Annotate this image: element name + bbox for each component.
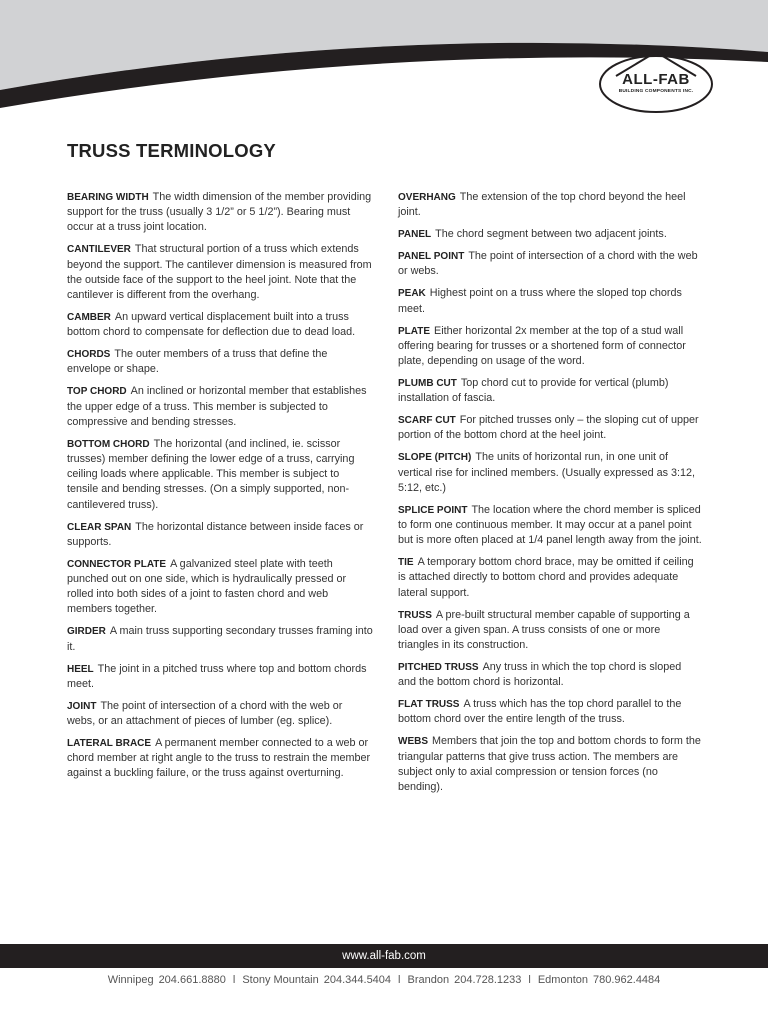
glossary-entry: [398, 249, 702, 279]
location-phone: 204.728.1233: [454, 974, 522, 986]
glossary-definition: The location where the chord member is spliced to form one continuous member. It may occur at a panel point but is more often placed at 1/4 panel length away from the joint.: [398, 503, 702, 547]
glossary-definition: For pitched trusses only – the sloping cut of upper portion of the bottom chord at the heel joint.: [398, 414, 699, 442]
glossary-term: SLOPE (PITCH): [398, 452, 472, 464]
glossary-term: SCARF CUT: [398, 415, 456, 427]
glossary-entry: [67, 624, 373, 654]
glossary-definition: The units of horizontal run, in one unit of vertical rise for inclined members. (Usually expressed as 3:12, 5:12, etc.): [398, 451, 696, 494]
all-fab-logo: [598, 46, 714, 114]
glossary-definition: Members that join the top and bottom chords to form the triangular patterns that give truss action. The members are subject only to axial compression or tension forces (no bending).: [398, 735, 701, 794]
glossary-definition: A pre-built structural member capable of supporting a load over a given span. A truss consists of one or more triangles in its construction.: [398, 608, 690, 652]
glossary-term: PITCHED TRUSS: [398, 662, 479, 674]
right-column: [398, 190, 702, 802]
glossary-definition: The width dimension of the member providing support for the truss (usually 3 1/2” or 5 1/2”). Bearing must occur at a truss joint location.: [67, 191, 372, 234]
location-phone: 780.962.4484: [593, 974, 661, 986]
glossary-term: CHORDS: [67, 349, 111, 361]
glossary-entry: [67, 384, 373, 430]
glossary-definition: Highest point on a truss where the sloped top chords meet.: [398, 287, 682, 315]
glossary-entry: [398, 190, 702, 220]
location-phone: 204.344.5404: [323, 974, 392, 986]
glossary-entry: [398, 503, 702, 549]
glossary-term: GIRDER: [67, 626, 106, 638]
glossary-term: BEARING WIDTH: [67, 192, 149, 203]
glossary-term: HEEL: [67, 663, 94, 675]
glossary-definition: The joint in a pitched truss where top and bottom chords meet.: [67, 662, 367, 690]
glossary-term: CAMBER: [67, 312, 111, 324]
glossary-definition: The outer members of a truss that define the envelope or shape.: [67, 348, 328, 376]
location-city: Winnipeg: [107, 974, 154, 986]
glossary-entry: [67, 347, 373, 377]
footer-locations: [0, 974, 768, 986]
location-city: Edmonton: [537, 974, 588, 986]
location-separator: l: [398, 974, 401, 986]
glossary-term: OVERHANG: [398, 192, 456, 203]
glossary-definition: Top chord cut to provide for vertical (plumb) installation of fascia.: [398, 377, 669, 405]
glossary-term: CANTILEVER: [67, 244, 131, 256]
glossary-term: TOP CHORD: [67, 386, 127, 398]
glossary-entry: [67, 437, 373, 513]
glossary-entry: [398, 734, 702, 795]
glossary-term: PLATE: [398, 325, 431, 337]
glossary-term: PEAK: [398, 288, 426, 300]
glossary-entry: [398, 555, 702, 601]
location-item: [242, 974, 391, 986]
glossary-definition: The extension of the top chord beyond the heel joint.: [398, 191, 686, 219]
glossary-term: WEBS: [398, 736, 428, 748]
header-band: [0, 0, 768, 120]
glossary-term: CLEAR SPAN: [67, 521, 132, 533]
glossary-definition: Either horizontal 2x member at the top of a stud wall offering bearing for trusses or a shortened form of connector plate, depending on usage of the word.: [398, 324, 686, 368]
glossary-entry: [67, 662, 373, 692]
glossary-definition: The horizontal (and inclined, ie. scissor trusses) member defining the lower edge of a truss, carrying ceiling loads where applicable. This member is subject to tensile and bending stresses. (On a simply supported, non-cantilevered truss).: [67, 437, 355, 511]
glossary-definition: That structural portion of a truss which extends beyond the support. The cantilever dimension is measured from the outside face of the support to the heel joint. Note that the cantilever is different from the overhang.: [67, 243, 372, 302]
glossary-term: FLAT TRUSS: [398, 699, 460, 711]
location-item: [108, 974, 226, 986]
glossary-entry: [67, 736, 373, 782]
glossary-definition: An upward vertical displacement built into a truss bottom chord to compensate for deflection due to dead load.: [67, 311, 356, 339]
glossary-definition: A permanent member connected to a web or chord member at right angle to the truss to restrain the member against a buckling failure, or the truss against overturning.: [67, 737, 371, 780]
glossary-entry: [398, 324, 702, 370]
glossary-definition: The point of intersection of a chord with the web or webs.: [398, 250, 698, 278]
glossary-entry: [398, 376, 702, 406]
glossary-entry: [67, 557, 373, 618]
glossary-definition: The point of intersection of a chord with the web or webs, or an attachment of pieces of lumber (eg. splice).: [67, 699, 343, 728]
glossary-term: PANEL: [398, 229, 432, 241]
glossary-definition: A truss which has the top chord parallel to the bottom chord over the entire length of the truss.: [398, 698, 682, 726]
glossary-term: JOINT: [67, 700, 97, 712]
glossary-entry: [398, 660, 702, 690]
location-city: Stony Mountain: [242, 974, 319, 986]
glossary-entry: [398, 413, 702, 443]
glossary-term: SPLICE POINT: [398, 504, 468, 516]
location-separator: l: [528, 974, 531, 986]
glossary-definition: A temporary bottom chord brace, may be omitted if ceiling is attached directly to bottom chord and provides adequate lateral support.: [398, 556, 694, 599]
website-link[interactable]: www.all-fab.com: [342, 950, 426, 962]
glossary-entry: [398, 227, 702, 242]
location-phone: 204.661.8880: [158, 974, 226, 986]
logo-wordmark: ALL-FAB: [622, 71, 690, 88]
location-city: Brandon: [407, 974, 450, 986]
glossary-entry: [398, 608, 702, 654]
glossary-term: CONNECTOR PLATE: [67, 558, 167, 570]
glossary-definition: Any truss in which the top chord is sloped and the bottom chord is horizontal.: [398, 661, 682, 689]
location-item: [408, 974, 522, 986]
glossary-term: LATERAL BRACE: [67, 738, 152, 750]
page-title: TRUSS TERMINOLOGY: [67, 140, 276, 161]
logo-tagline: BUILDING COMPONENTS INC.: [618, 89, 694, 94]
glossary-term: BOTTOM CHORD: [67, 438, 150, 450]
glossary-definition: An inclined or horizontal member that establishes the upper edge of a truss. This member is subjected to compressive and bending stresses.: [67, 385, 367, 428]
glossary-definition: The horizontal distance between inside faces or supports.: [67, 520, 364, 548]
glossary-term: PLUMB CUT: [398, 378, 457, 390]
glossary-definition: The chord segment between two adjacent joints.: [435, 228, 667, 241]
glossary-entry: [67, 520, 373, 550]
left-column: [67, 190, 373, 788]
glossary-entry: [398, 450, 702, 496]
location-separator: l: [232, 974, 236, 986]
glossary-entry: [67, 310, 373, 340]
glossary-definition: A main truss supporting secondary trusses framing into it.: [67, 625, 373, 653]
glossary-entry: [398, 286, 702, 316]
location-item: [538, 974, 660, 986]
glossary-term: TRUSS: [398, 609, 432, 621]
glossary-term: TIE: [398, 557, 414, 569]
glossary-entry: [67, 242, 373, 303]
glossary-term: PANEL POINT: [398, 251, 465, 263]
glossary-entry: [67, 190, 373, 236]
footer-url-bar: [0, 944, 768, 968]
glossary-entry: [67, 699, 373, 729]
glossary-entry: [398, 697, 702, 727]
glossary-definition: A galvanized steel plate with teeth punched out on one side, which is hydraulically pressed or rolled into both sides of a joint to fasten chord and web members together.: [67, 557, 347, 616]
